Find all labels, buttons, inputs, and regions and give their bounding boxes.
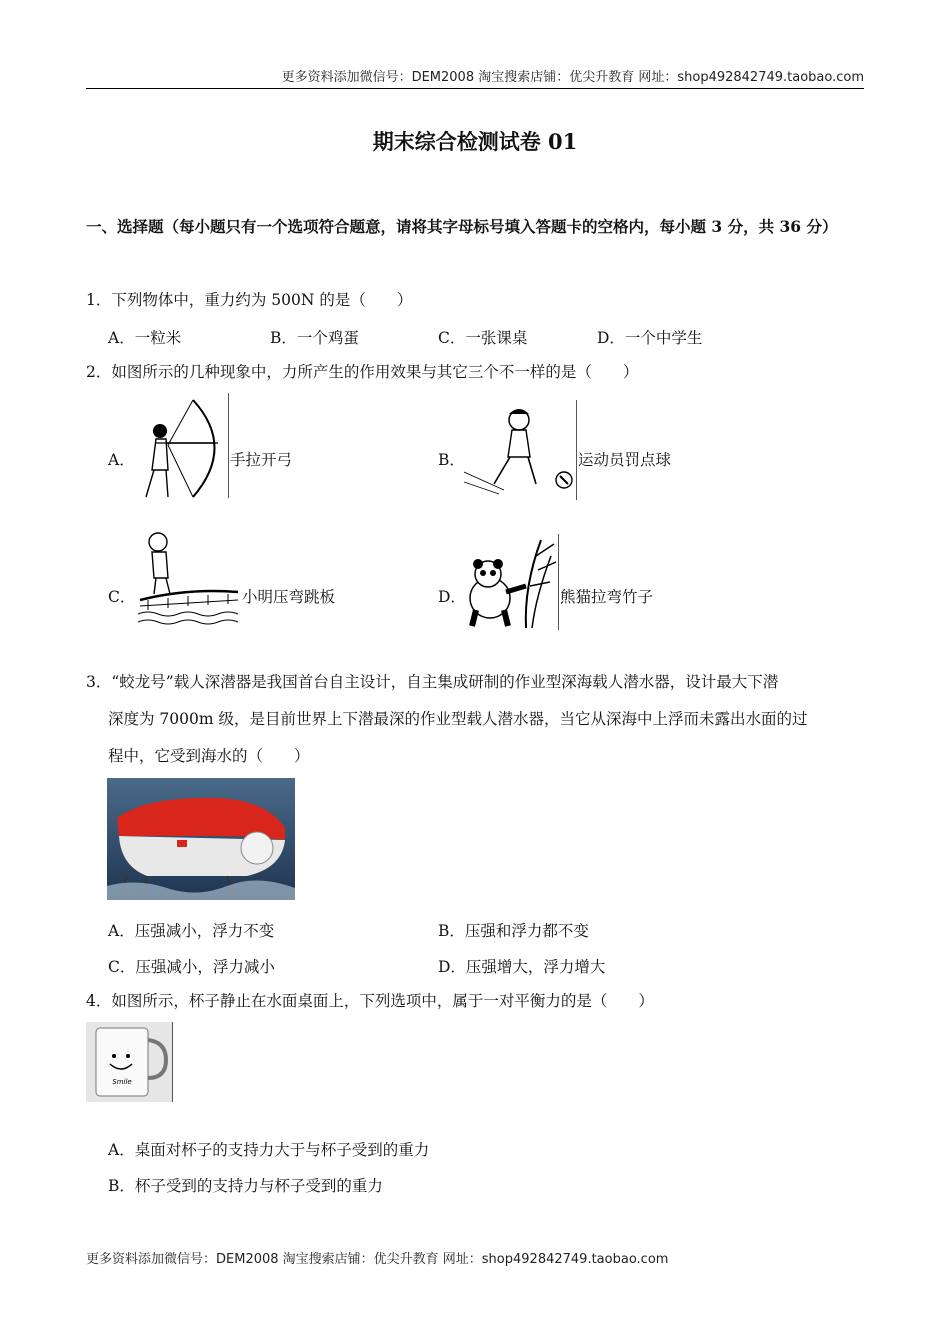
question-3-stem-line3: 程中，它受到海水的（ ） <box>108 747 310 765</box>
q1-option-b: B．一个鸡蛋 <box>270 329 359 347</box>
archer-drawing-bow-icon <box>138 395 228 500</box>
player-kicking-ball-icon <box>464 402 576 500</box>
q2-option-c-caption: 小明压弯跳板 <box>242 588 336 606</box>
q3-option-c: C．压强减小，浮力减小 <box>108 958 275 976</box>
q2-option-d-letter: D． <box>438 588 466 606</box>
jiaolong-submersible-photo-icon <box>107 778 295 900</box>
question-3-stem-line1: 3．“蛟龙号”载人深潜器是我国首台自主设计，自主集成研制的作业型深海载人潜水器，设计最大下潜 <box>86 673 779 691</box>
page-footer: 更多资料添加微信号：DEM2008 淘宝搜索店铺：优尖升教育 网址：shop492842749.taobao.com <box>86 1252 669 1267</box>
q1-option-d: D．一个中学生 <box>597 329 703 347</box>
q2-option-b-letter: B． <box>438 451 465 469</box>
q1-option-a: A．一粒米 <box>108 329 182 347</box>
q2-option-c-letter: C． <box>108 588 136 606</box>
q2-option-a-caption: 手拉开弓 <box>230 451 293 469</box>
q4-option-b: B．杯子受到的支持力与杯子受到的重力 <box>108 1177 383 1195</box>
q2-option-d-caption: 熊猫拉弯竹子 <box>560 588 654 606</box>
panda-bending-bamboo-icon <box>466 536 558 630</box>
q4-option-a: A．桌面对杯子的支持力大于与杯子受到的重力 <box>108 1141 430 1159</box>
section-heading: 一、选择题（每小题只有一个选项符合题意，请将其字母标号填入答题卡的空格内，每小题 3 分，共 36 分） <box>86 217 838 236</box>
image-border <box>558 534 559 630</box>
question-3-stem-line2: 深度为 7000m 级，是目前世界上下潜最深的作业型载人潜水器，当它从深海中上浮而未露出水面的过 <box>108 710 808 728</box>
page-title: 期末综合检测试卷 01 <box>372 129 578 154</box>
image-border <box>172 1022 173 1102</box>
cup-text: Smile <box>112 1078 132 1086</box>
image-border <box>576 400 577 500</box>
smile-cup-photo-icon <box>86 1022 172 1102</box>
q3-option-a: A．压强减小，浮力不变 <box>108 922 275 940</box>
q3-option-b: B．压强和浮力都不变 <box>438 922 589 940</box>
q3-option-d: D．压强增大，浮力增大 <box>438 958 606 976</box>
q2-option-b-caption: 运动员罚点球 <box>578 451 672 469</box>
image-border <box>228 393 229 498</box>
page-header: 更多资料添加微信号：DEM2008 淘宝搜索店铺：优尖升教育 网址：shop492842749.taobao.com <box>281 70 864 85</box>
question-1-stem: 1．下列物体中，重力约为 500N 的是（ ） <box>86 291 413 309</box>
question-4-stem: 4．如图所示，杯子静止在水面桌面上，下列选项中，属于一对平衡力的是（ ） <box>86 992 654 1010</box>
question-2-stem: 2．如图所示的几种现象中，力所产生的作用效果与其它三个不一样的是（ ） <box>86 363 639 381</box>
q1-option-c: C．一张课桌 <box>438 329 528 347</box>
q2-option-a-letter: A． <box>108 451 135 469</box>
header-divider <box>86 88 864 89</box>
diver-on-springboard-icon <box>138 530 240 630</box>
